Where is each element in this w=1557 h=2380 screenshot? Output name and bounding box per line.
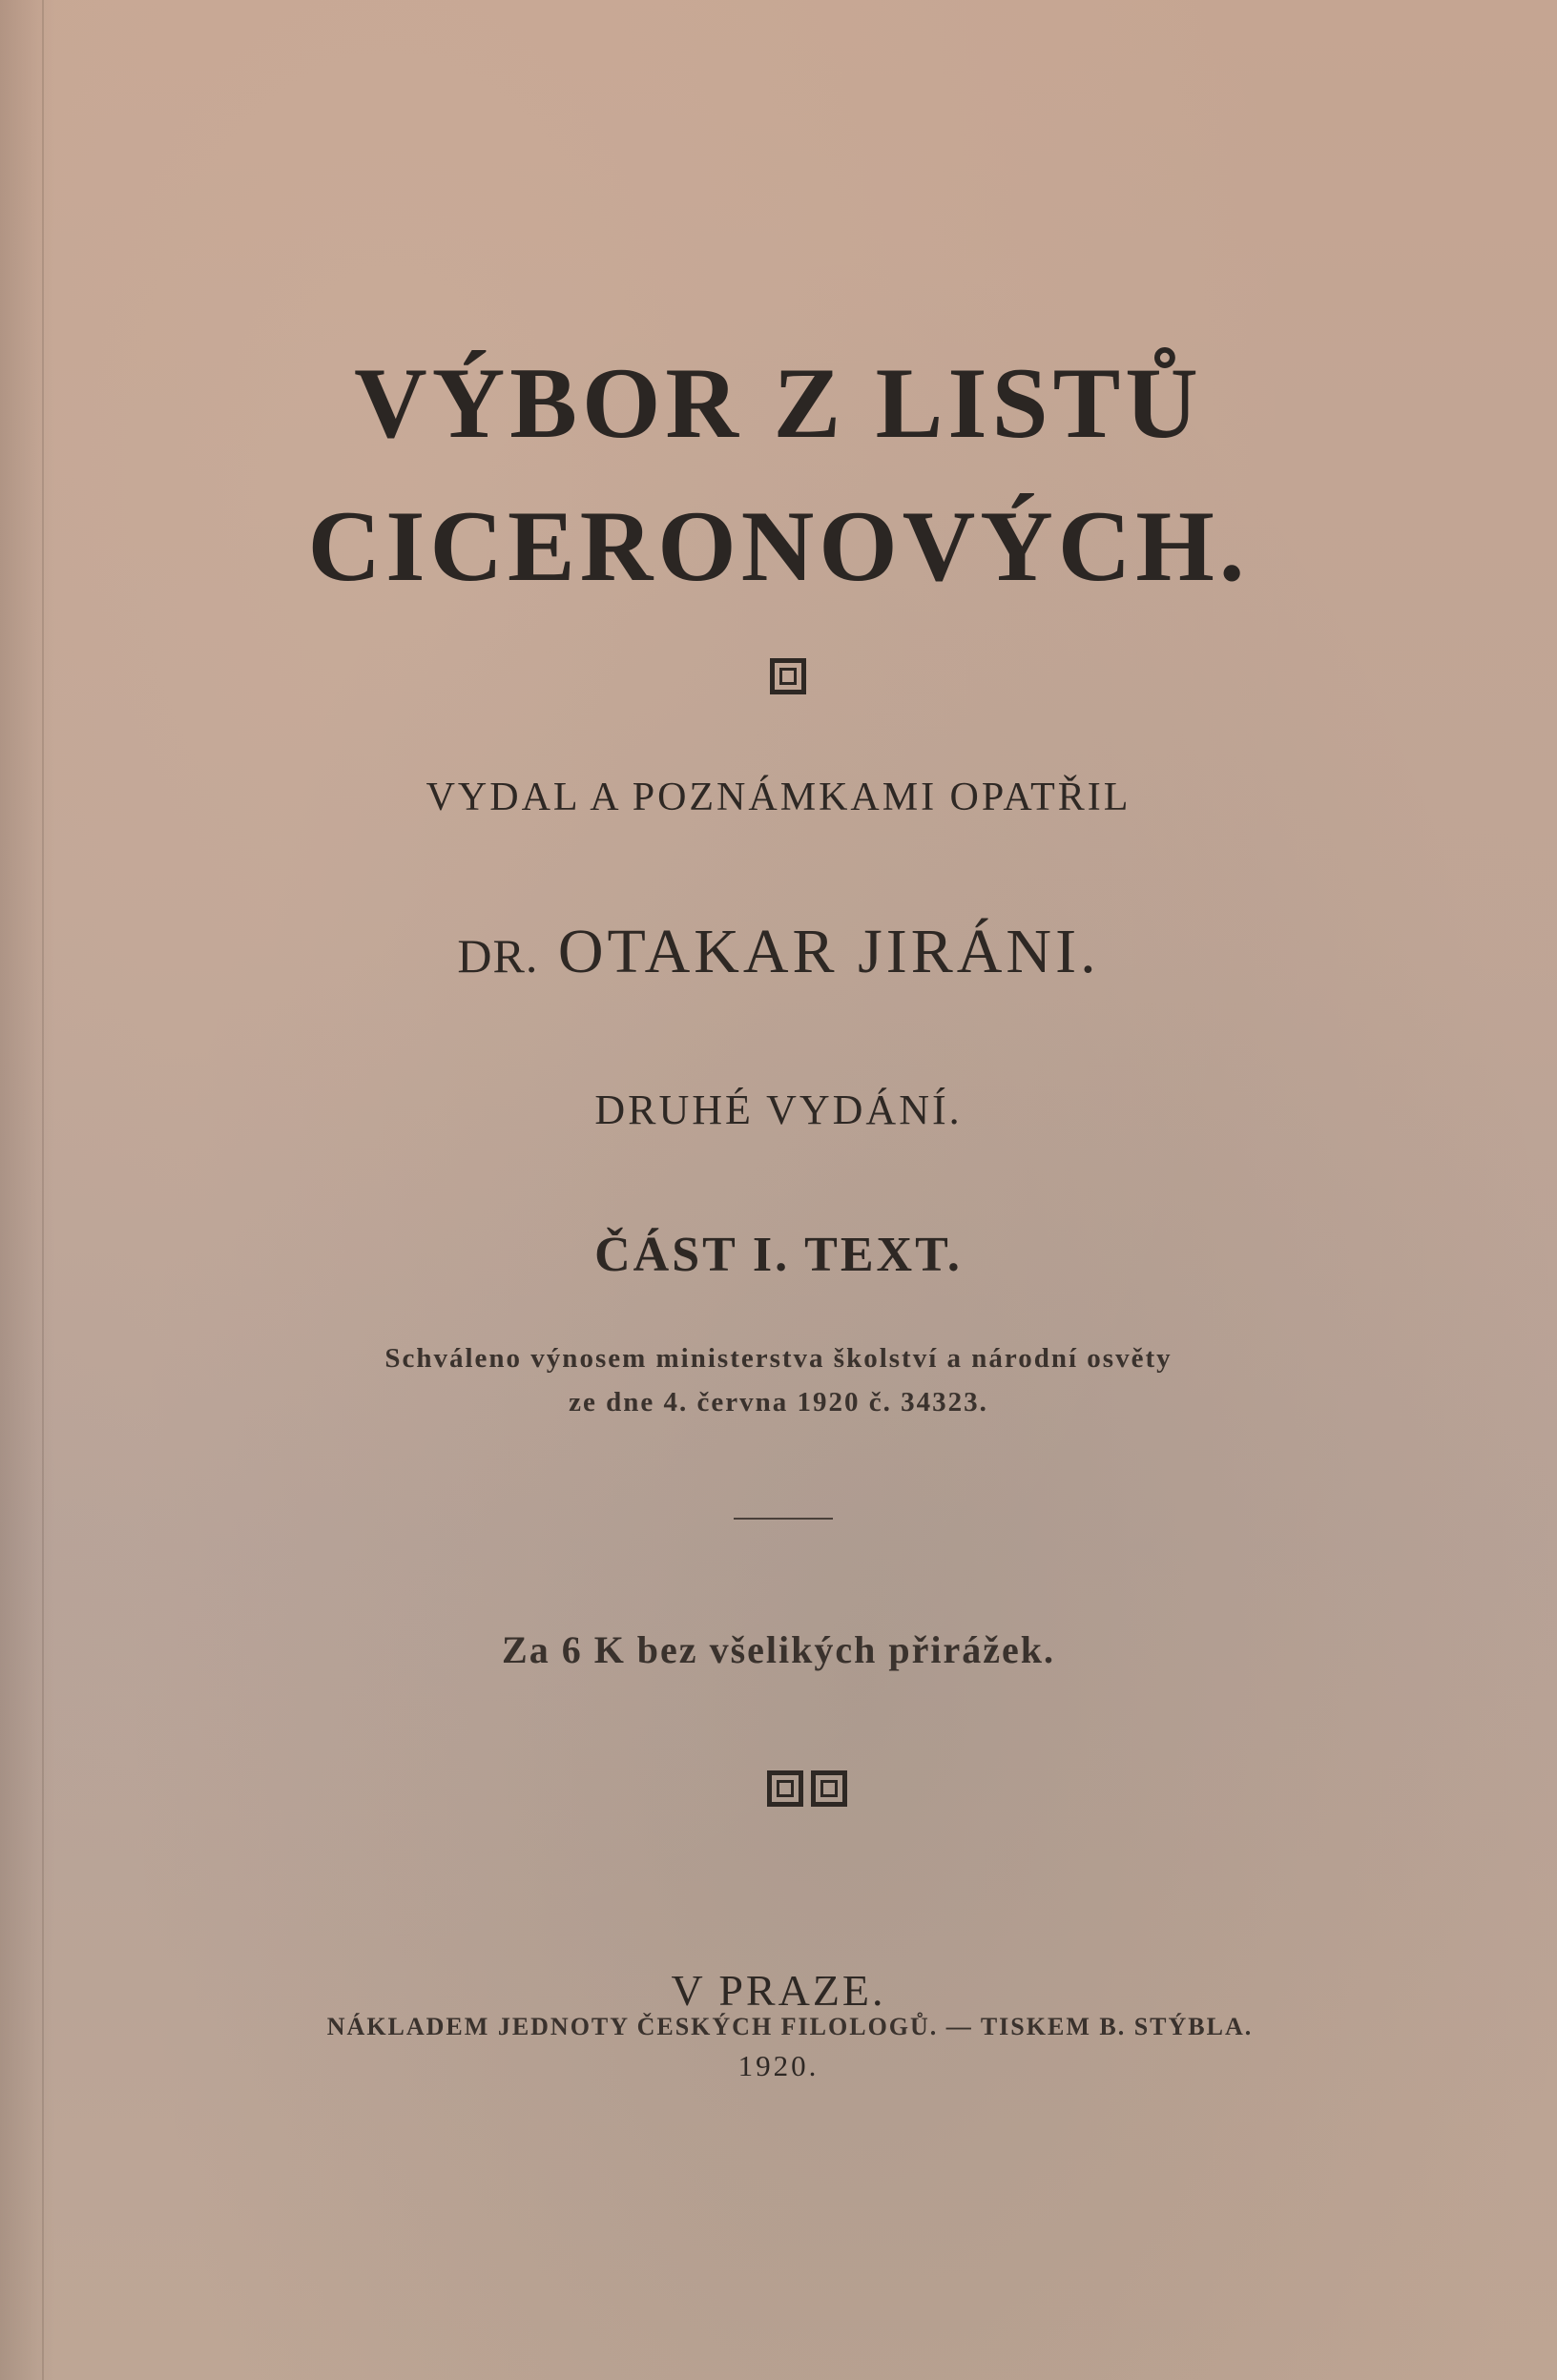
approval-line-2: ze dne 4. června 1920 č. 34323.: [569, 1387, 988, 1418]
editor-line: VYDAL A POZNÁMKAMI OPATŘIL: [426, 776, 1131, 819]
year: 1920.: [737, 2049, 820, 2082]
title-line-1: VÝBOR Z LISTŮ: [354, 347, 1203, 459]
square-ornament-icon: [811, 1770, 847, 1807]
part-label: ČÁST I. TEXT.: [594, 1228, 963, 1282]
bottom-ornament: [29, 1770, 1557, 1807]
author: [0, 916, 1557, 988]
square-ornament-icon: [770, 658, 806, 694]
publisher: NÁKLADEM JEDNOTY ČESKÝCH FILOLOGŮ. — TISKEM B. STÝBLA.: [326, 2013, 1254, 2040]
city: V PRAZE.: [671, 1966, 886, 2015]
author-prefix: DR.: [457, 929, 539, 983]
title-line-2: CICERONOVÝCH.: [307, 490, 1250, 602]
price: Za 6 K bez všelikých přirážek.: [502, 1628, 1055, 1671]
edition: DRUHÉ VYDÁNÍ.: [594, 1087, 963, 1133]
author-name: OTAKAR JIRÁNI.: [557, 917, 1100, 986]
top-ornament: [10, 658, 1557, 694]
divider: [0, 1507, 1557, 1524]
approval-line-1: Schváleno výnosem ministerstva školství a národní osvěty: [384, 1343, 1173, 1374]
square-ornament-icon: [767, 1770, 803, 1807]
